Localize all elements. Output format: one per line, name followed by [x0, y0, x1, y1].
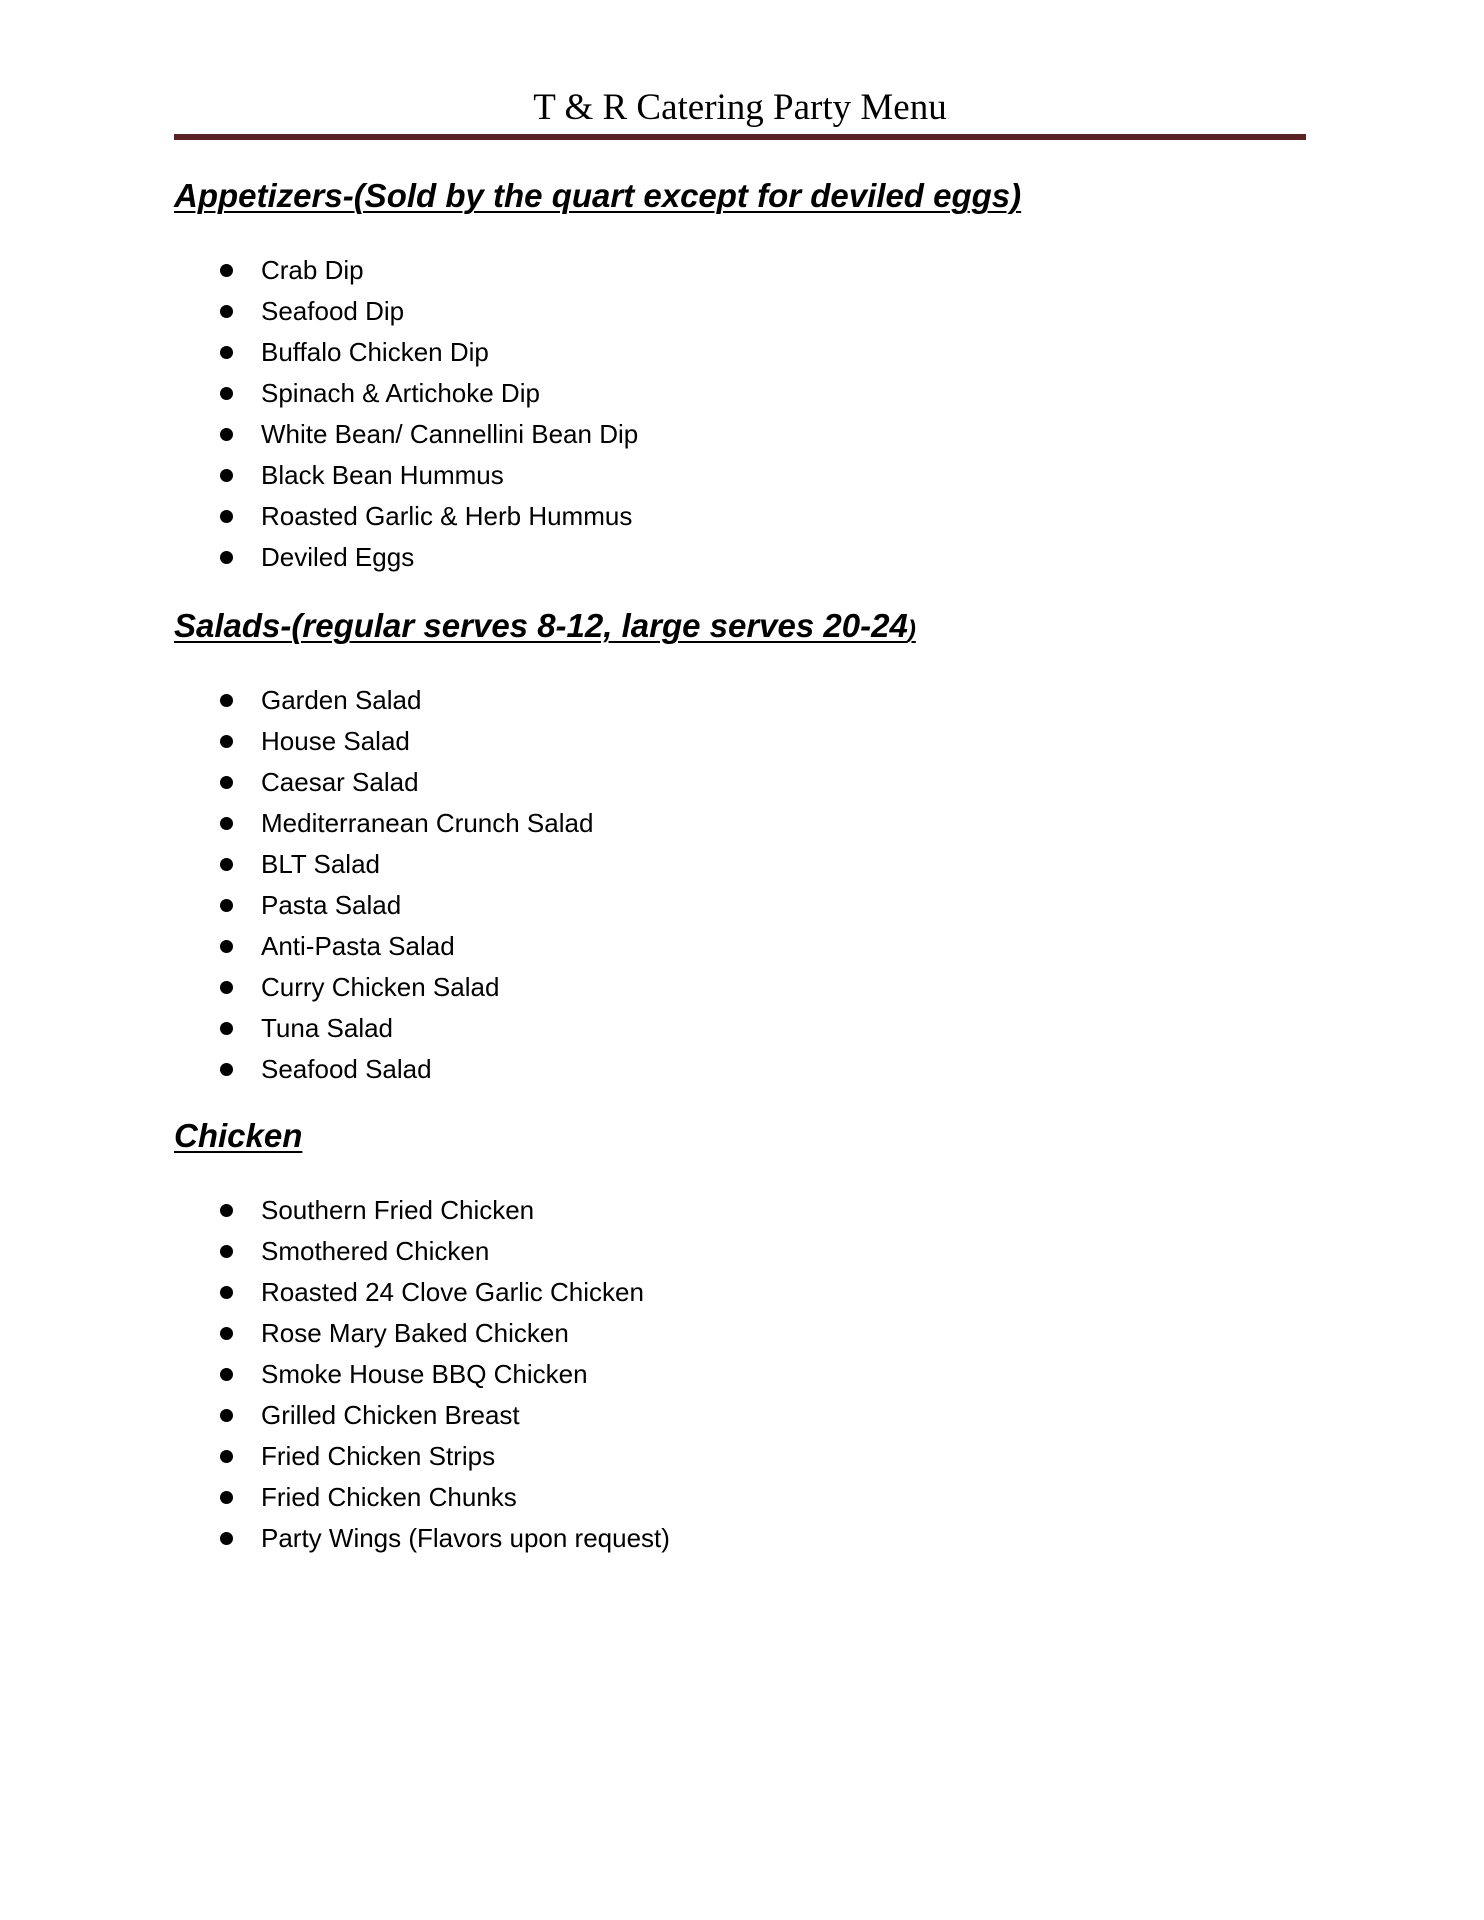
list-item-text: Rose Mary Baked Chicken [261, 1318, 569, 1348]
page-title: T & R Catering Party Menu [533, 87, 947, 128]
section-heading-chicken [174, 1114, 302, 1158]
bullet-icon [220, 1327, 233, 1340]
list-item-text: Smoke House BBQ Chicken [261, 1359, 588, 1389]
bullet-icon [220, 428, 233, 441]
bullet-icon [220, 1022, 233, 1035]
list-item-text: Fried Chicken Strips [261, 1441, 496, 1471]
list-item-text: Smothered Chicken [261, 1236, 490, 1266]
list-item-text: Garden Salad [261, 685, 422, 715]
bullet-icon [220, 817, 233, 830]
bullet-icon [220, 776, 233, 789]
list-item-text: Curry Chicken Salad [261, 972, 500, 1002]
list-item-text: House Salad [261, 726, 410, 756]
section-heading-text: Chicken [174, 1117, 303, 1154]
bullet-icon [220, 510, 233, 523]
bullet-icon [220, 1491, 233, 1504]
list-item-text: Seafood Salad [261, 1054, 432, 1084]
list-item-text: White Bean/ Cannellini Bean Dip [261, 419, 639, 449]
list-item-text: Mediterranean Crunch Salad [261, 808, 594, 838]
bullet-icon [220, 1409, 233, 1422]
list-item-text: Spinach & Artichoke Dip [261, 378, 540, 408]
bullet-icon [220, 1245, 233, 1258]
bullet-icon [220, 1204, 233, 1217]
list-item-text: Fried Chicken Chunks [261, 1482, 517, 1512]
bullet-icon [220, 551, 233, 564]
bullet-icon [220, 264, 233, 277]
bullet-icon [220, 1450, 233, 1463]
list-item-text: Anti-Pasta Salad [261, 931, 455, 961]
bullet-icon [220, 735, 233, 748]
section-heading-text: Salads-(regular serves 8-12, large serves 20-24 [174, 607, 908, 644]
list-item-text: Seafood Dip [261, 296, 405, 326]
bullet-icon [220, 858, 233, 871]
bullet-icon [220, 940, 233, 953]
bullet-icon [220, 305, 233, 318]
bullet-icon [220, 694, 233, 707]
bullet-icon [220, 469, 233, 482]
section-heading-appetizers [174, 174, 1021, 218]
list-item-text: Pasta Salad [261, 890, 402, 920]
bullet-icon [220, 899, 233, 912]
bullet-icon [220, 981, 233, 994]
bullet-icon [220, 1368, 233, 1381]
list-item-text: Deviled Eggs [261, 542, 415, 572]
list-item-text: Roasted 24 Clove Garlic Chicken [261, 1277, 644, 1307]
bullet-icon [220, 1286, 233, 1299]
list-item-text: Roasted Garlic & Herb Hummus [261, 501, 633, 531]
list-item-text: Buffalo Chicken Dip [261, 337, 489, 367]
list-item-text: BLT Salad [261, 849, 381, 879]
section-heading-suffix: ) [907, 616, 916, 643]
bullet-icon [220, 1532, 233, 1545]
list-item-text: Grilled Chicken Breast [261, 1400, 520, 1430]
list-item-text: Party Wings (Flavors upon request) [261, 1523, 670, 1553]
title-divider [174, 134, 1306, 140]
section-heading-text: Appetizers-(Sold by the quart except for deviled eggs) [174, 177, 1022, 214]
section-heading-salads [174, 604, 916, 652]
list-item-text: Southern Fried Chicken [261, 1195, 535, 1225]
list-item-text: Caesar Salad [261, 767, 419, 797]
list-item-text: Tuna Salad [261, 1013, 394, 1043]
bullet-icon [220, 346, 233, 359]
bullet-icon [220, 1063, 233, 1076]
bullet-icon [220, 387, 233, 400]
list-item-text: Crab Dip [261, 255, 364, 285]
list-item-text: Black Bean Hummus [261, 460, 504, 490]
